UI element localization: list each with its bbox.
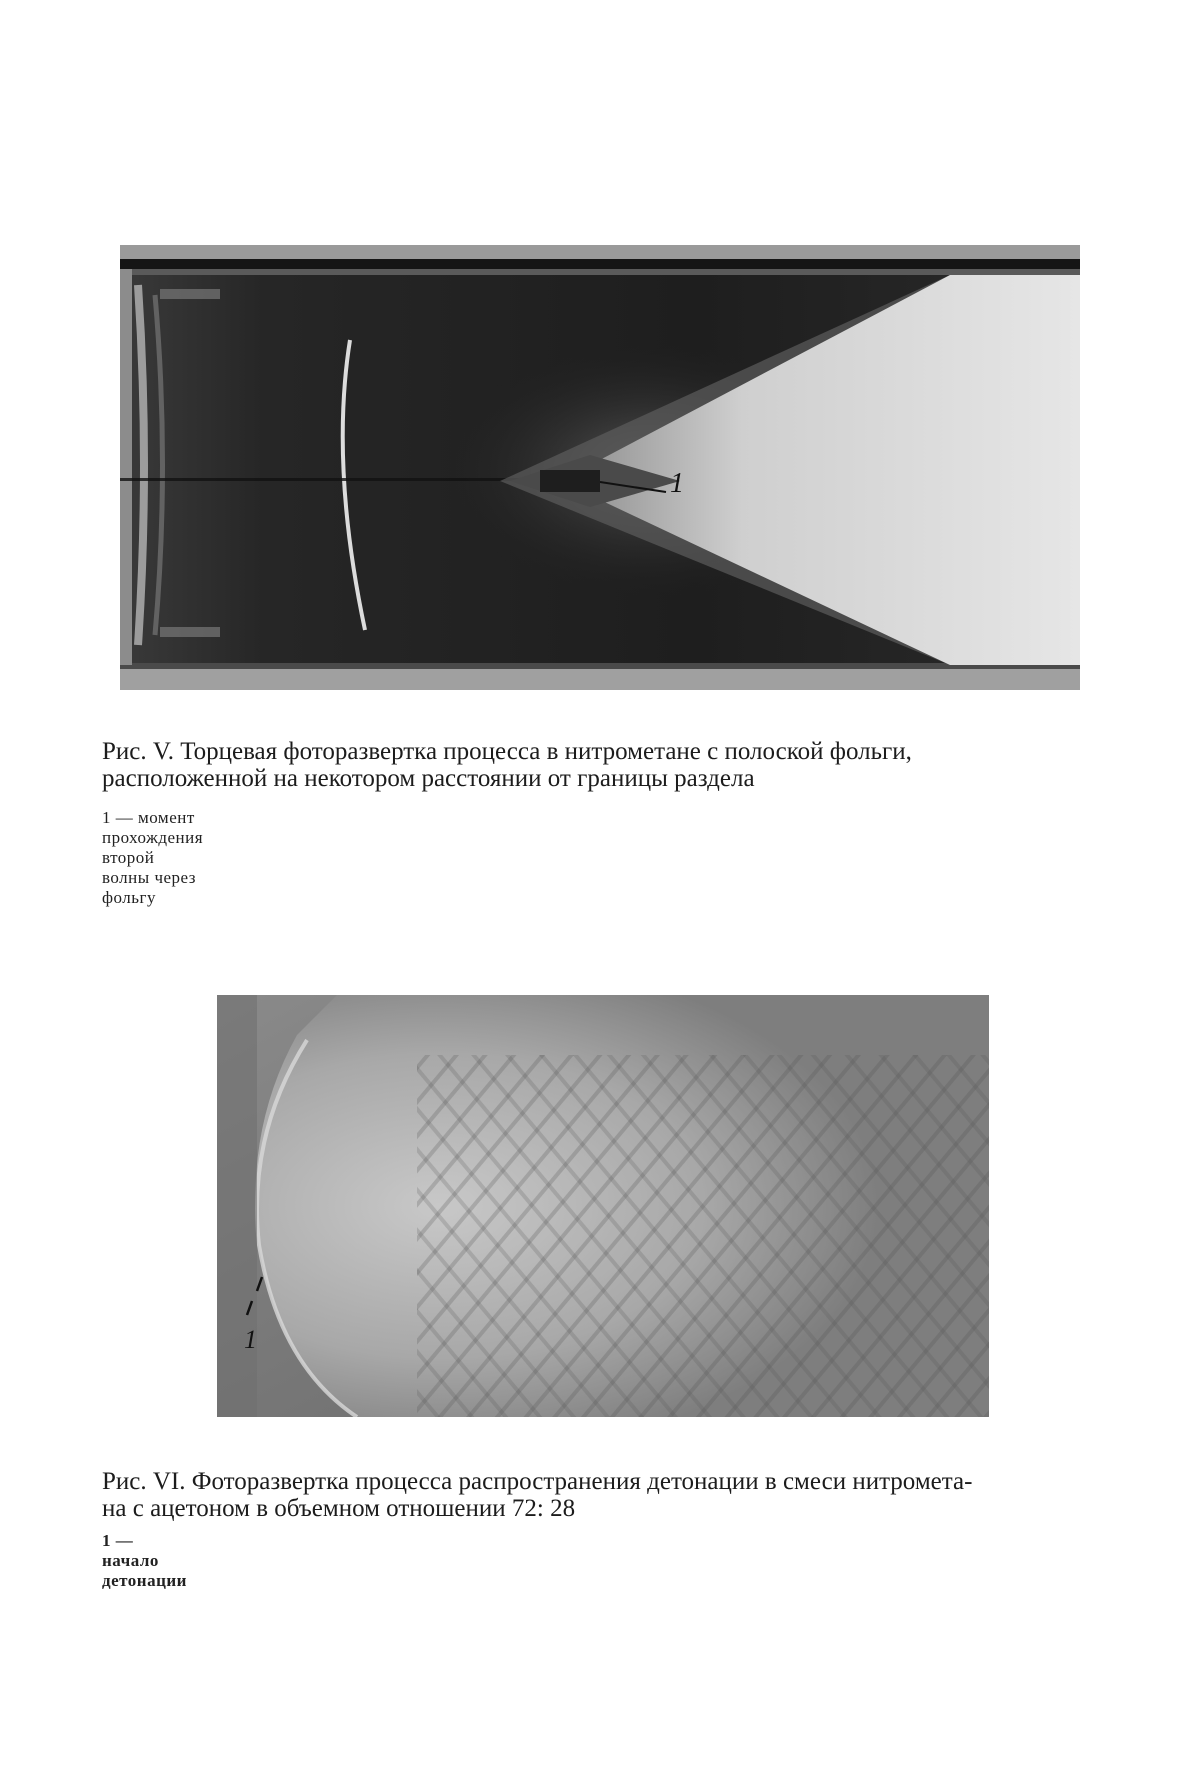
figure-legend: 1 — начало детонации xyxy=(102,1531,187,1590)
streak-photo-drawing xyxy=(217,995,989,1417)
figure-caption xyxy=(102,738,1100,792)
callout-label-1: 1 xyxy=(244,1325,257,1354)
figure-legend: 1 — момент прохождения второй волны через фольгу xyxy=(102,808,204,907)
caption-line: расположенной на некотором расстоянии от границы раздела xyxy=(102,765,755,792)
streak-photo-drawing xyxy=(120,245,1080,690)
caption-line: Рис. VI. Фоторазвертка процесса распространения детонации в смеси нитромета- xyxy=(102,1468,973,1495)
figure-caption xyxy=(102,1468,1100,1522)
streak-photo-nitromethane-foil xyxy=(120,245,1080,690)
streak-photo-detonation-mixture xyxy=(217,995,989,1417)
caption-line: Рис. V. Торцевая фоторазвертка процесса в нитрометане с полоской фольги, xyxy=(102,738,912,765)
caption-line: на с ацетоном в объемном отношении 72: 28 xyxy=(102,1495,576,1522)
callout-leader-line xyxy=(600,470,680,500)
callout-label-1: 1 xyxy=(670,468,684,499)
